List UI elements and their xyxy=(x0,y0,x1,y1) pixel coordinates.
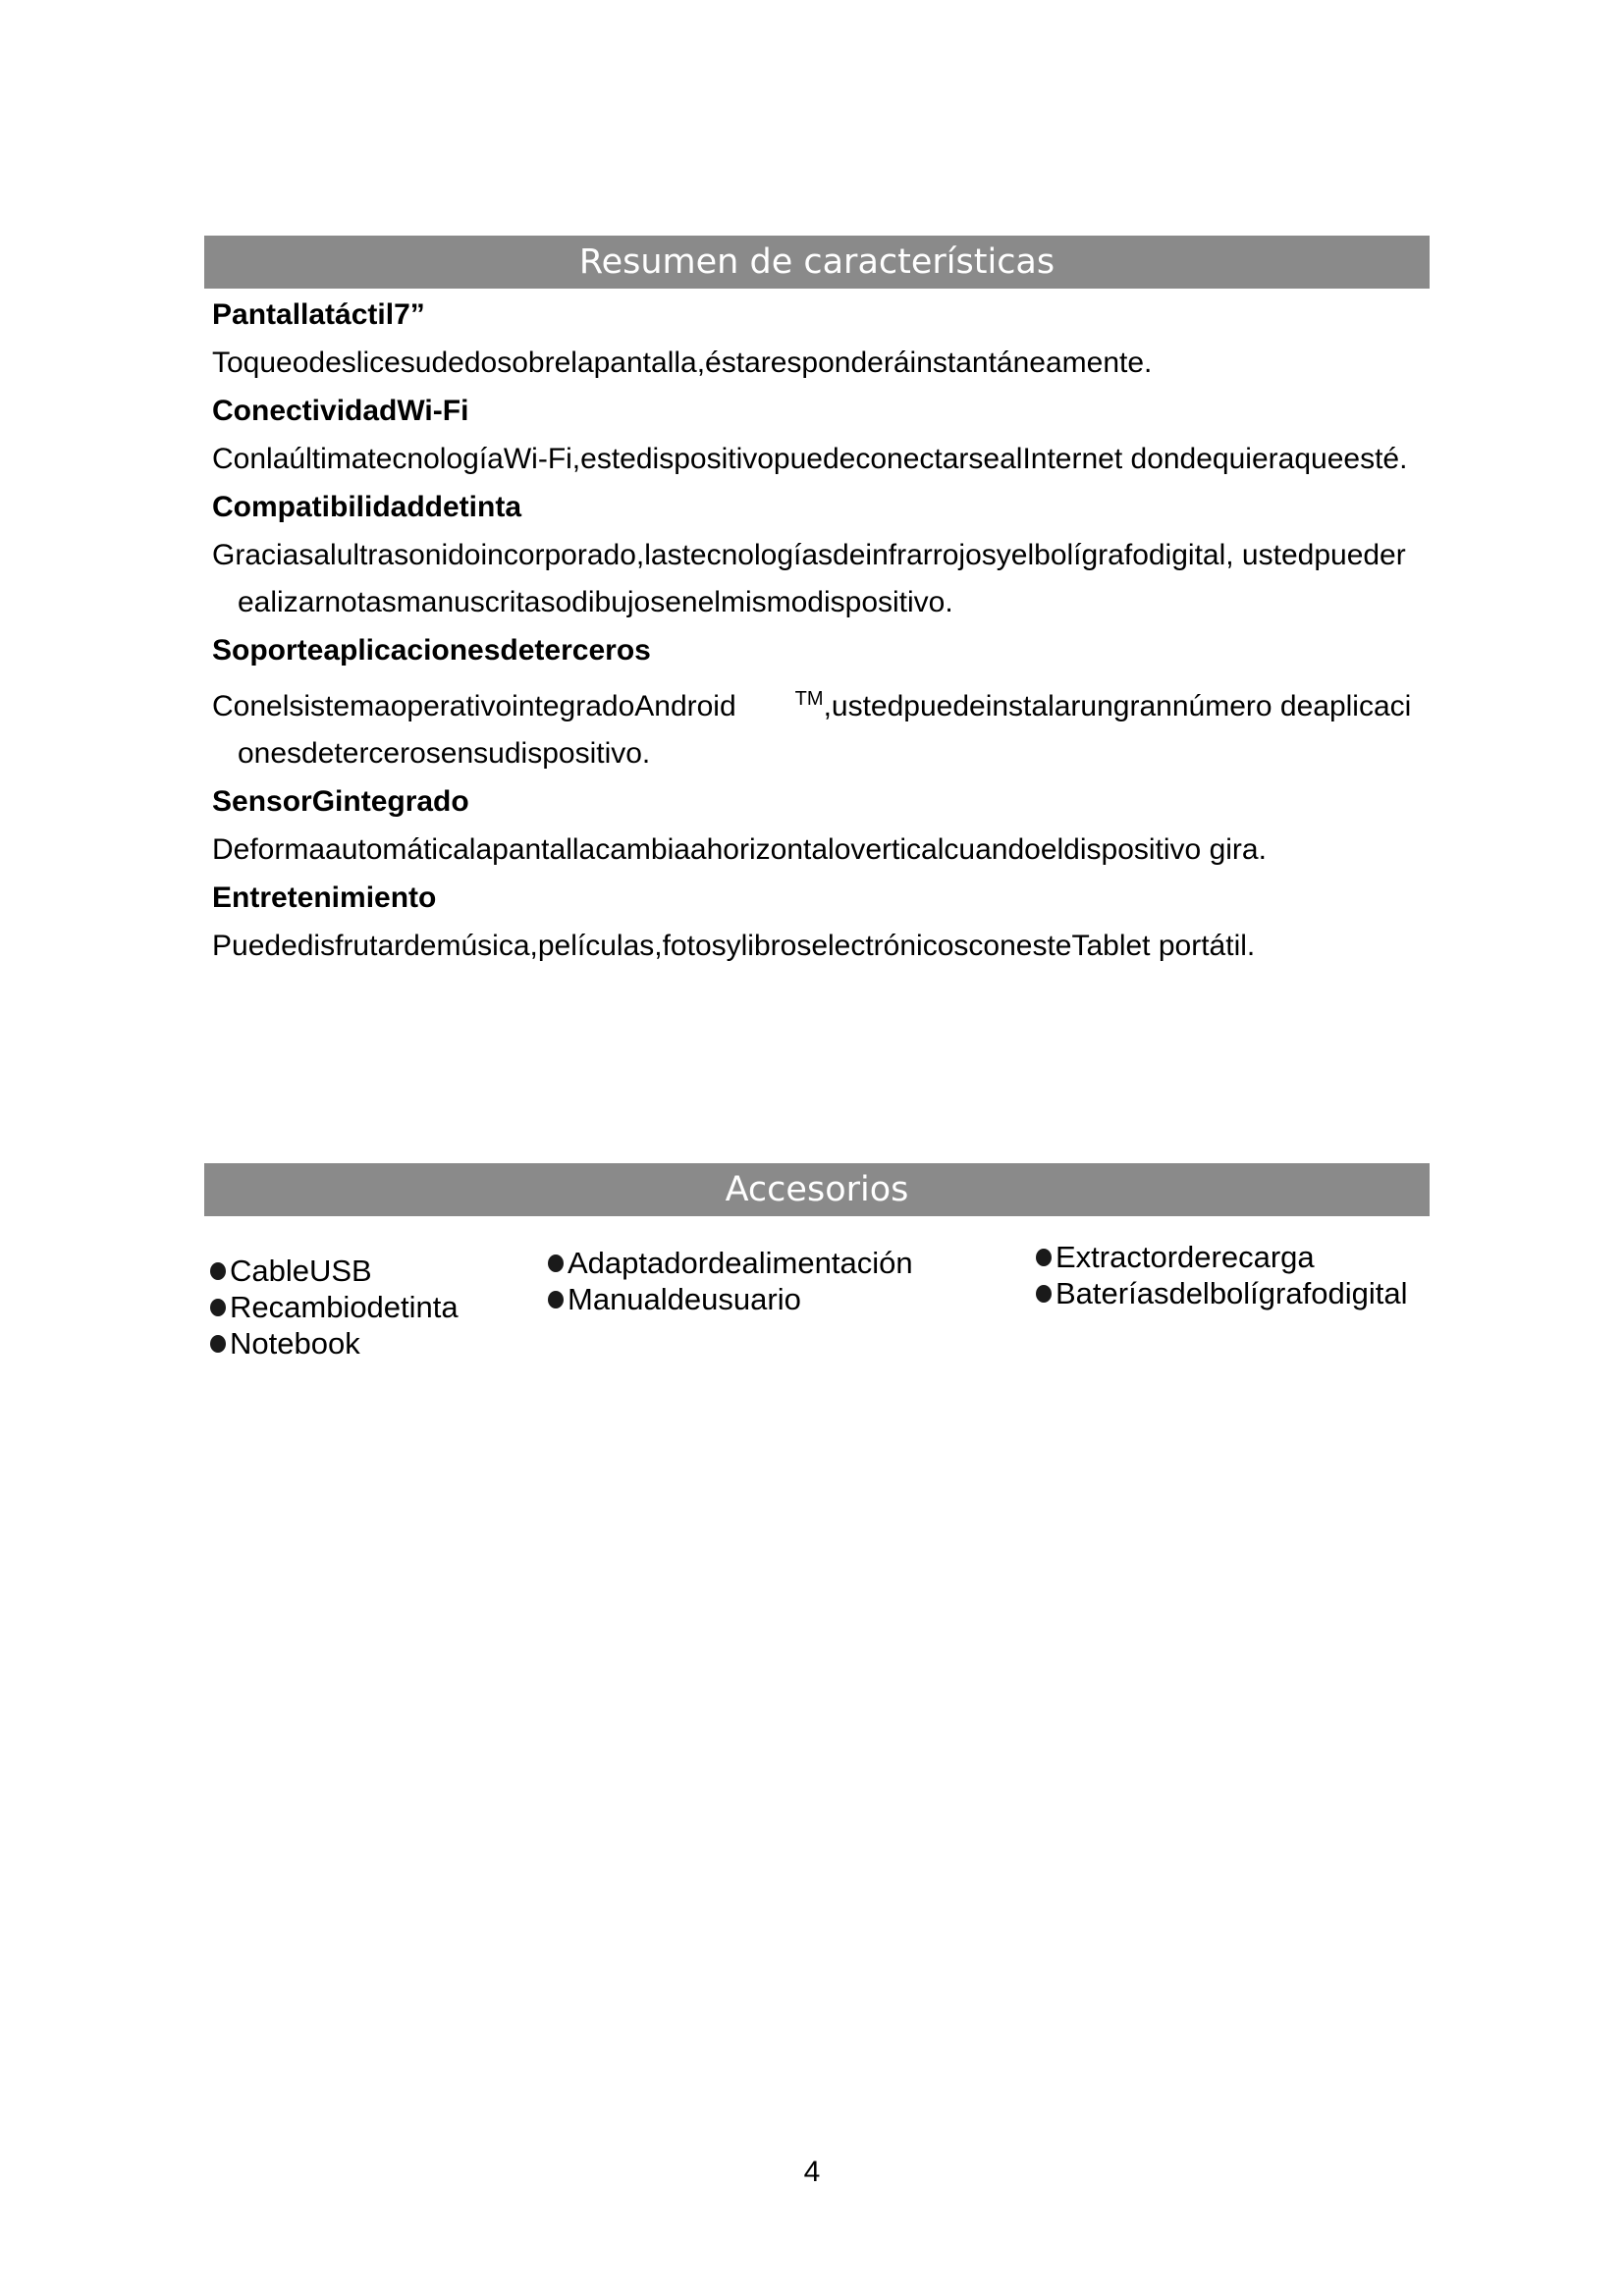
trademark-symbol: TM xyxy=(794,688,824,710)
accessory-label: Extractorderecarga xyxy=(1056,1240,1315,1274)
feature-description: Graciasalultrasonidoincorporado,lastecnologíasdeinfrarrojosyelbolígrafodigital, ustedpuederealizarnotasmanuscritasodibujosenelmismodispositivo. xyxy=(212,539,1406,618)
bullet-icon xyxy=(210,1299,226,1316)
list-item xyxy=(1036,1239,1407,1275)
accessory-label: CableUSB xyxy=(230,1254,372,1288)
feature-description: ConlaúltimatecnologíaWi-Fi,estedispositivopuedeconectarsealInternet dondequieraqueesté. xyxy=(212,443,1408,475)
accessory-label: Manualdeusuario xyxy=(568,1282,801,1316)
accessory-label: Notebook xyxy=(230,1326,360,1361)
accessories-column-3 xyxy=(1036,1239,1407,1311)
feature-title: Pantallatáctil7” xyxy=(212,298,425,331)
feature-description: Toqueodeslicesudedosobrelapantalla,éstaresponderáinstantáneamente. xyxy=(212,347,1153,379)
list-item xyxy=(210,1289,459,1325)
feature-third-party-apps xyxy=(212,630,1420,777)
bullet-icon xyxy=(210,1335,226,1353)
feature-description: Deformaautomáticalapantallacambiaahorizontaloverticalcuandoeldispositivo gira. xyxy=(212,833,1267,866)
page-number: 4 xyxy=(803,2156,821,2188)
bullet-icon xyxy=(548,1291,564,1308)
feature-description-part: ConelsistemaoperativointegradoAndroid xyxy=(212,690,736,722)
feature-touchscreen xyxy=(212,294,1420,387)
feature-ink xyxy=(212,487,1420,626)
accessory-label: Adaptadordealimentación xyxy=(568,1246,913,1280)
bullet-icon xyxy=(210,1262,226,1280)
feature-description xyxy=(212,675,1420,777)
accessories-heading: Accesorios xyxy=(204,1163,1430,1216)
bullet-icon xyxy=(1036,1249,1052,1266)
feature-wifi xyxy=(212,391,1420,483)
feature-title: Entretenimiento xyxy=(212,881,437,914)
feature-title: Compatibilidaddetinta xyxy=(212,491,521,523)
accessory-label: Bateríasdelbolígrafodigital xyxy=(1056,1276,1408,1310)
feature-title: SensorGintegrado xyxy=(212,785,469,818)
feature-description-part: ,ustedpuedeinstalarungrannúmero deaplicacionesdetercerosensudispositivo. xyxy=(238,690,1412,770)
list-item xyxy=(548,1281,913,1317)
accessories-column-2 xyxy=(548,1245,913,1317)
feature-description: Puededisfrutardemúsica,películas,fotosylibroselectrónicosconesteTablet portátil. xyxy=(212,930,1256,962)
bullet-icon xyxy=(1036,1285,1052,1303)
list-item xyxy=(210,1325,459,1362)
feature-title: Soporteaplicacionesdeterceros xyxy=(212,634,651,667)
feature-g-sensor xyxy=(212,781,1420,874)
feature-title: ConectividadWi-Fi xyxy=(212,395,469,427)
list-item xyxy=(548,1245,913,1281)
bullet-icon xyxy=(548,1255,564,1272)
features-list xyxy=(212,294,1420,974)
features-heading: Resumen de características xyxy=(204,236,1430,289)
list-item xyxy=(1036,1275,1407,1311)
feature-entertainment xyxy=(212,878,1420,970)
list-item xyxy=(210,1253,459,1289)
accessory-label: Recambiodetinta xyxy=(230,1290,459,1324)
accessories-column-1 xyxy=(210,1253,459,1362)
